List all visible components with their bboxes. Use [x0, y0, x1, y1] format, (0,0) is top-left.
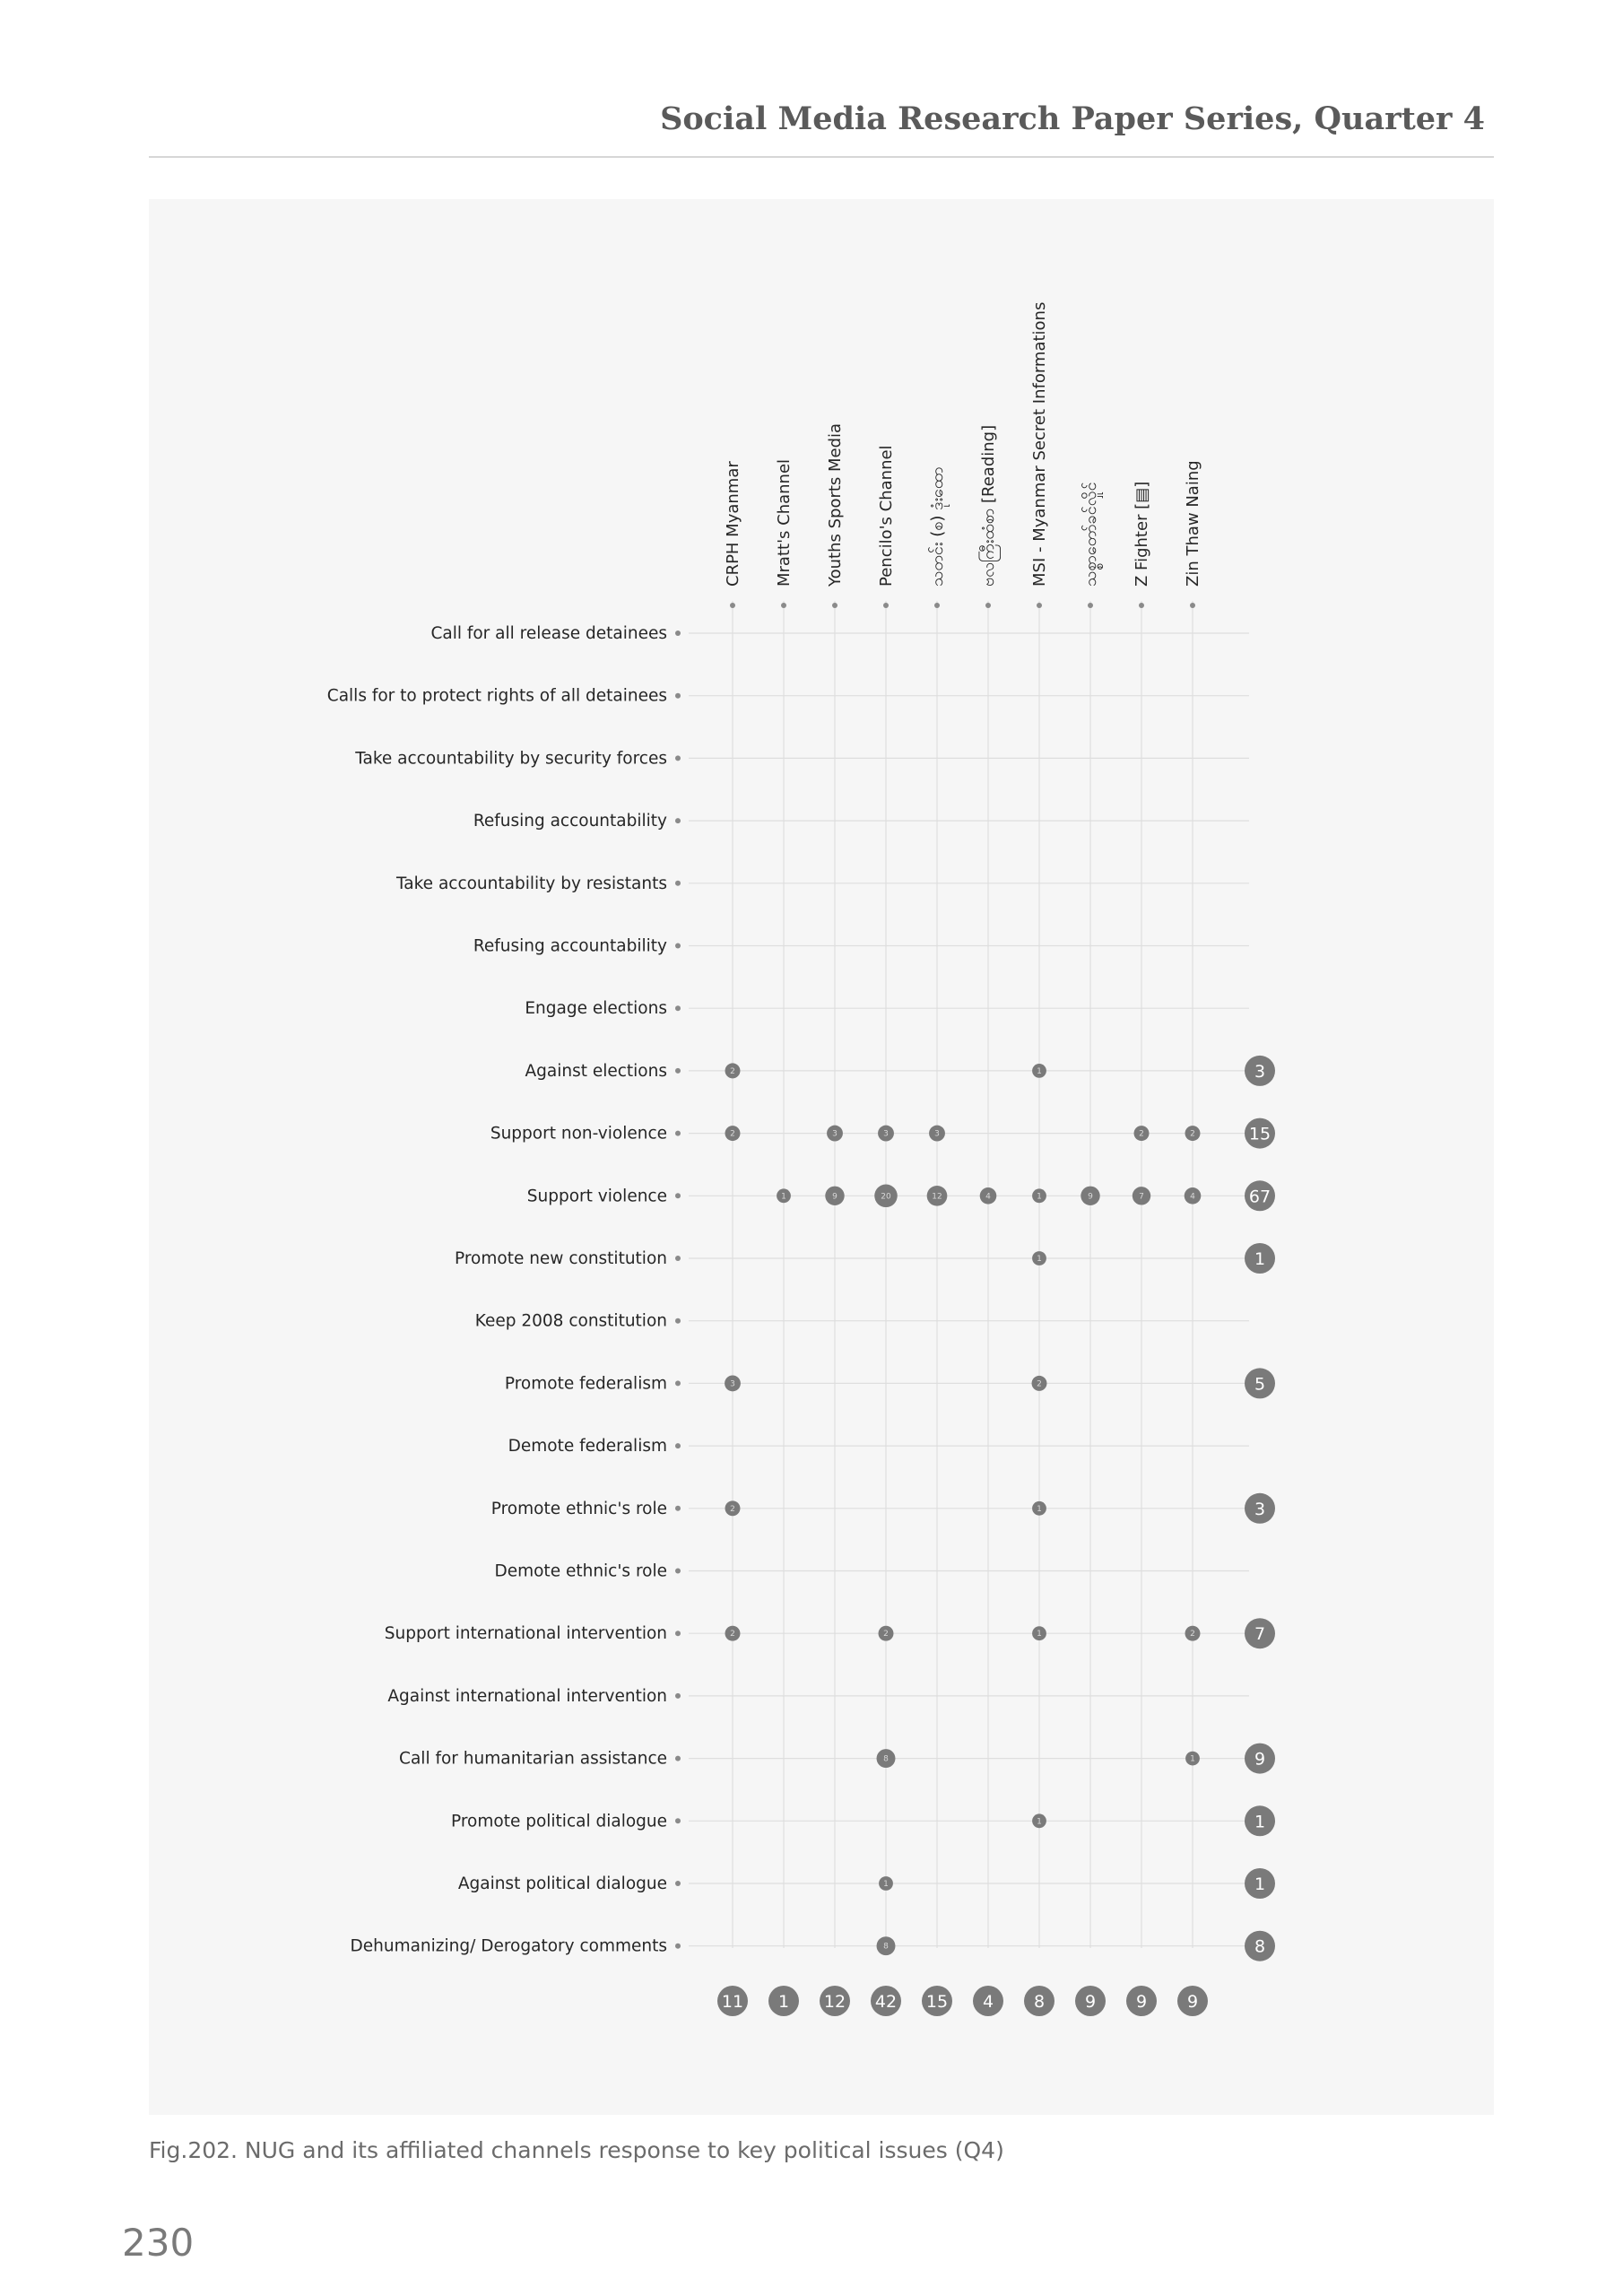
row-label: Support violence	[526, 1187, 667, 1206]
column-marker	[1088, 603, 1093, 608]
row-label: Refusing accountability	[473, 936, 667, 956]
page-number: 230	[122, 2221, 195, 2265]
data-dot-label: 1	[883, 1880, 889, 1889]
axis-labels	[327, 302, 1202, 1956]
data-dot-label: 8	[883, 1754, 889, 1764]
data-dot-label: 3	[730, 1379, 735, 1389]
column-total-label: 11	[721, 1992, 744, 2012]
row-marker	[675, 1693, 681, 1699]
row-marker	[675, 944, 681, 949]
column-marker	[730, 603, 735, 608]
row-label: Demote federalism	[508, 1437, 667, 1457]
row-total-label: 9	[1254, 1749, 1266, 1770]
row-label: Promote ethnic's role	[490, 1499, 667, 1518]
data-dot-label: 2	[1190, 1129, 1195, 1139]
column-total-label: 9	[1135, 1992, 1148, 2012]
row-marker	[675, 818, 681, 823]
data-dot-label: 2	[730, 1066, 735, 1076]
data-dot-label: 8	[883, 1942, 889, 1952]
data-dot-label: 3	[883, 1129, 889, 1139]
row-marker	[675, 1631, 681, 1636]
row-total-label: 3	[1254, 1499, 1266, 1519]
row-marker	[675, 1569, 681, 1574]
row-total-label: 7	[1254, 1624, 1266, 1645]
row-total-label: 15	[1248, 1124, 1271, 1144]
grid-lines	[675, 601, 1249, 1949]
row-label: Support non-violence	[490, 1124, 667, 1144]
data-dot-label: 4	[985, 1192, 991, 1202]
data-dot-label: 7	[1139, 1192, 1144, 1202]
data-dot-label: 1	[781, 1192, 786, 1202]
row-marker	[675, 1944, 681, 1949]
data-dot-label: 2	[1190, 1630, 1195, 1639]
data-dot-label: 20	[881, 1192, 891, 1202]
data-dots	[725, 1063, 1201, 1955]
column-total-label: 4	[982, 1992, 994, 2012]
row-marker	[675, 1005, 681, 1011]
row-label: Engage elections	[525, 999, 667, 1019]
column-label: သစ္စာတော်ခင်လှိုင်	[1081, 482, 1100, 587]
row-marker	[675, 1318, 681, 1324]
data-dot-label: 4	[1190, 1192, 1195, 1202]
column-marker	[985, 603, 991, 608]
row-label: Promote political dialogue	[451, 1812, 667, 1831]
data-dot-label: 12	[932, 1192, 942, 1202]
row-total-label: 8	[1254, 1936, 1266, 1957]
row-marker	[675, 881, 681, 886]
data-dot-label: 1	[1037, 1066, 1042, 1076]
row-label: Against elections	[525, 1061, 667, 1081]
row-label: Keep 2008 constitution	[474, 1311, 667, 1331]
data-dot-label: 1	[1037, 1192, 1042, 1202]
row-label: Against international intervention	[387, 1686, 667, 1706]
data-dot-label: 1	[1037, 1630, 1042, 1639]
column-marker	[883, 603, 889, 608]
data-dot-label: 3	[934, 1129, 940, 1139]
column-label: Zin Thaw Naing	[1184, 460, 1202, 587]
column-total-label: 1	[777, 1992, 790, 2012]
row-label: Demote ethnic's role	[494, 1561, 667, 1581]
column-label: Z Fighter [▤]	[1133, 481, 1151, 587]
row-marker	[675, 1443, 681, 1448]
column-label: CRPH Myanmar	[724, 461, 742, 587]
row-marker	[675, 1380, 681, 1386]
column-marker	[832, 603, 838, 608]
data-dot-label: 2	[883, 1630, 889, 1639]
row-marker	[675, 631, 681, 636]
column-label: MSI - Myanmar Secret Informations	[1030, 301, 1049, 587]
row-label: Promote federalism	[504, 1374, 667, 1394]
column-label: Pencilo's Channel	[877, 445, 896, 587]
data-dot-label: 2	[730, 1129, 735, 1139]
column-marker	[1190, 603, 1195, 608]
column-label: Youths Sports Media	[826, 422, 845, 587]
column-total-label: 9	[1084, 1992, 1097, 2012]
data-dot-label: 2	[730, 1630, 735, 1639]
column-total-label: 12	[823, 1992, 846, 2012]
column-marker	[1139, 603, 1144, 608]
column-label: Mratt's Channel	[775, 458, 794, 587]
row-label: Dehumanizing/ Derogatory comments	[350, 1936, 667, 1956]
row-marker	[675, 1131, 681, 1136]
row-total-label: 1	[1254, 1249, 1266, 1269]
column-label: ဗလကြီးထံစာ [Reading]	[979, 424, 998, 587]
row-total-label: 67	[1248, 1187, 1271, 1207]
row-total-label: 3	[1254, 1061, 1266, 1082]
row-total-label: 1	[1254, 1874, 1266, 1894]
row-label: Against political dialogue	[457, 1874, 667, 1893]
data-dot-label: 1	[1037, 1504, 1042, 1514]
row-label: Call for all release detainees	[430, 624, 667, 643]
row-marker	[675, 1193, 681, 1198]
row-label: Calls for to protect rights of all detainees	[326, 686, 667, 706]
row-marker	[675, 1068, 681, 1074]
row-marker	[675, 1818, 681, 1823]
data-dot-label: 2	[1037, 1379, 1042, 1389]
row-marker	[675, 1881, 681, 1886]
data-dot-label: 1	[1037, 1255, 1042, 1264]
row-label: Refusing accountability	[473, 812, 667, 831]
row-marker	[675, 1506, 681, 1511]
row-total-label: 1	[1254, 1812, 1266, 1832]
column-total-label: 42	[874, 1992, 898, 2012]
data-dot-label: 3	[832, 1129, 838, 1139]
column-total-label: 15	[925, 1992, 949, 2012]
data-dot-label: 1	[1190, 1754, 1195, 1764]
data-dot-label: 1	[1037, 1817, 1042, 1827]
row-marker	[675, 1256, 681, 1261]
row-marker	[675, 755, 681, 761]
row-label: Take accountability by security forces	[355, 749, 667, 769]
row-total-label: 5	[1254, 1374, 1266, 1395]
data-dot-label: 2	[1139, 1129, 1144, 1139]
figure-caption: Fig.202. NUG and its affiliated channels response to key political issues (Q4)	[149, 2137, 1004, 2163]
data-dot-label: 2	[730, 1504, 735, 1514]
row-label: Call for humanitarian assistance	[399, 1749, 667, 1769]
row-marker	[675, 693, 681, 699]
column-total-label: 9	[1186, 1992, 1199, 2012]
column-marker	[1037, 603, 1042, 608]
row-label: Take accountability by resistants	[396, 874, 667, 893]
row-marker	[675, 1756, 681, 1761]
column-label: သတင်း (စ) ဒုံးထော	[928, 466, 947, 587]
column-marker	[781, 603, 786, 608]
data-dot-label: 9	[832, 1192, 838, 1202]
column-marker	[934, 603, 940, 608]
data-dot-label: 9	[1088, 1192, 1093, 1202]
row-label: Support international intervention	[384, 1624, 667, 1644]
header-title: Social Media Research Paper Series, Quarter 4	[660, 100, 1485, 137]
row-label: Promote new constitution	[455, 1249, 667, 1268]
column-total-label: 8	[1033, 1992, 1046, 2012]
